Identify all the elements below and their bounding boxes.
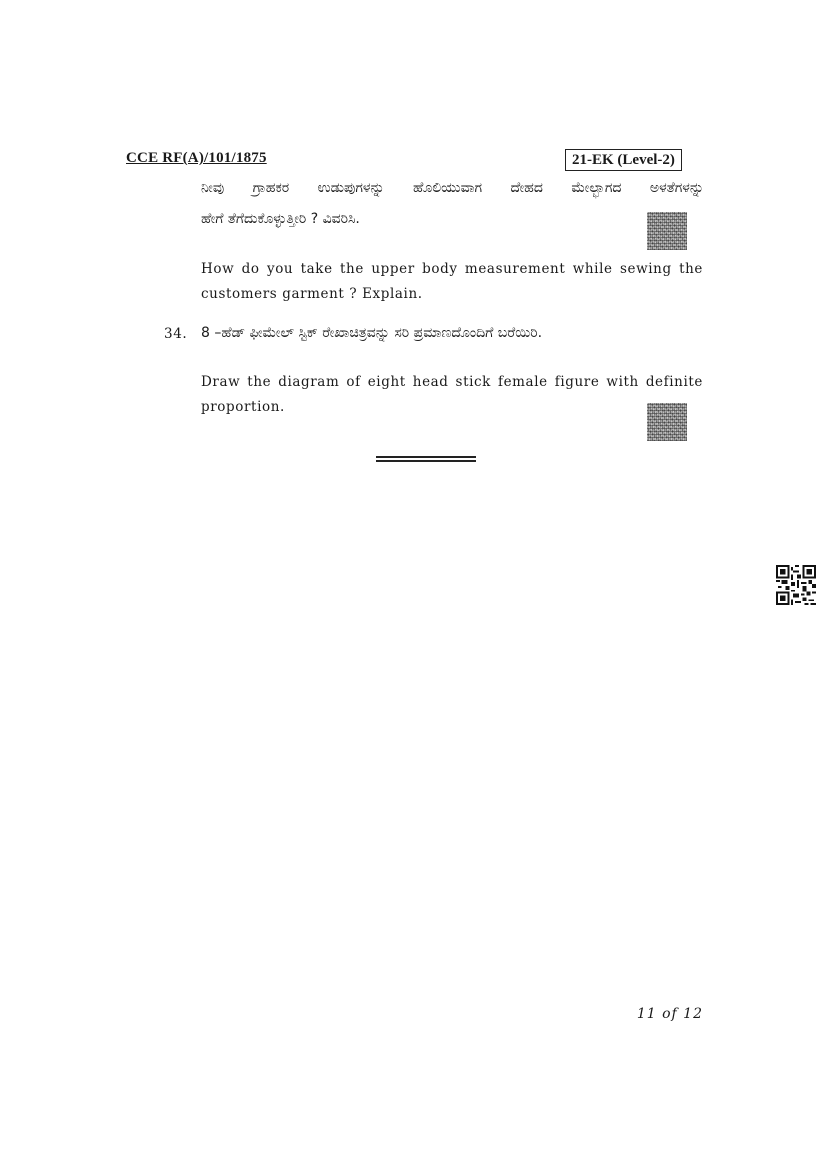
barcode-image [647, 212, 687, 250]
end-of-questions-rule [376, 456, 476, 462]
paper-level-box: 21-EK (Level-2) [565, 149, 682, 171]
barcode-image [647, 403, 687, 441]
q34-number: 34. [164, 326, 188, 342]
q33-english-text: How do you take the upper body measurement while sewing the customers garment ? Explain. [201, 261, 703, 302]
qr-code-image [776, 565, 816, 605]
q34-kannada-text: 8 –ಹೆಡ್ ಫೀಮೇಲ್ ಸ್ಟಿಕ್ ರೇಖಾಚಿತ್ರವನ್ನು ಸರಿ ಪ್ರಮಾಣದೊಂದಿಗೆ ಬರೆಯಿರಿ. [201, 325, 543, 341]
q33-kannada-line1: ನೀವು ಗ್ರಾಹಕರ ಉಡುಪುಗಳನ್ನು ಹೊಲಿಯುವಾಗ ದೇಹದ ಮೇಲ್ಭಾಗದ ಅಳತೆಗಳನ್ನು [201, 180, 704, 196]
q33-kannada-line2: ಹೇಗೆ ತೆಗೆದುಕೊಳ್ಳುತ್ತೀರಿ ? ವಿವರಿಸಿ. [201, 211, 360, 227]
paper-code: CCE RF(A)/101/1875 [126, 150, 267, 166]
q34-english-text: Draw the diagram of eight head stick female figure with definite proportion. [201, 374, 703, 415]
page-number: 11 of 12 [636, 1006, 703, 1022]
